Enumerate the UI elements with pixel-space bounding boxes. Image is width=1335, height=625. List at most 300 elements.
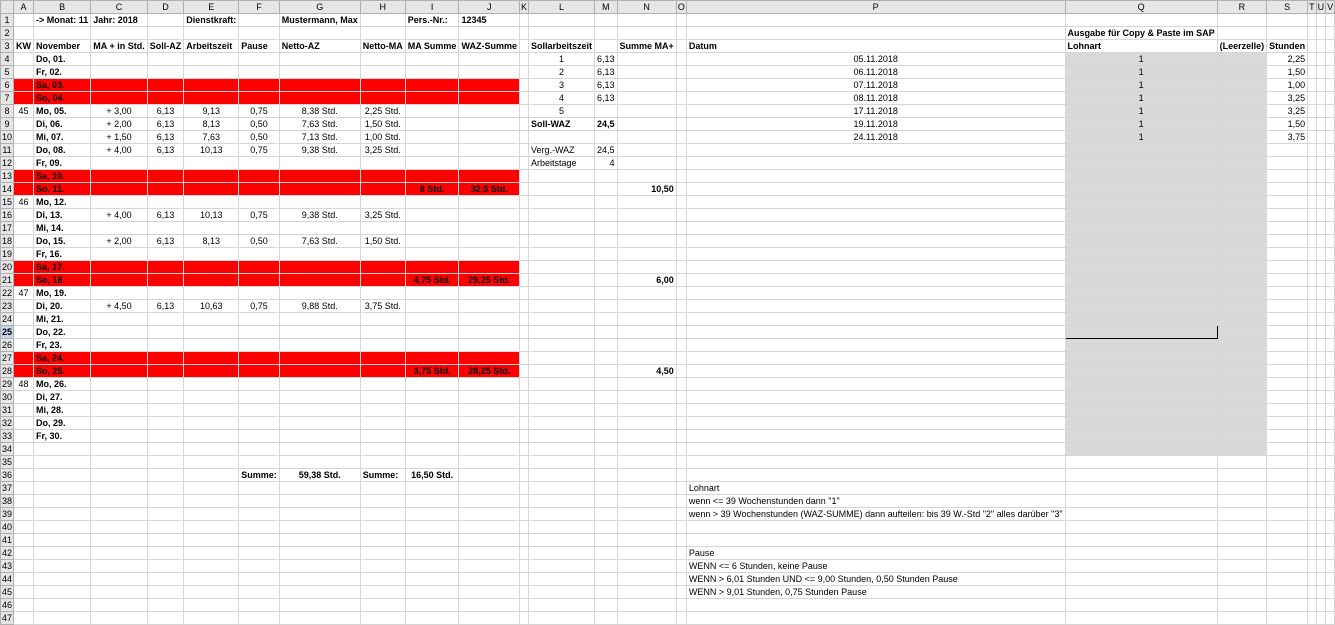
row-header-43[interactable]: 43 xyxy=(2,561,13,571)
cell-F12[interactable] xyxy=(239,157,280,170)
cell-Q11[interactable] xyxy=(1065,144,1217,157)
cell-R5[interactable] xyxy=(1217,66,1267,79)
cell-O6[interactable] xyxy=(676,79,686,92)
cell-A33[interactable] xyxy=(14,430,34,443)
cell-D1[interactable] xyxy=(147,14,184,27)
cell-V46[interactable] xyxy=(1326,599,1335,612)
cell-P29[interactable] xyxy=(686,378,1065,391)
cell-R2[interactable] xyxy=(1217,27,1267,40)
column-header-M[interactable]: M xyxy=(595,1,618,14)
cell-N14[interactable]: 10,50 xyxy=(617,183,676,196)
cell-J43[interactable] xyxy=(459,560,520,573)
cell-Q10[interactable]: 1 xyxy=(1065,131,1217,144)
cell-K21[interactable] xyxy=(519,274,528,287)
cell-I39[interactable] xyxy=(405,508,459,521)
cell-J20[interactable] xyxy=(459,261,520,274)
cell-V36[interactable] xyxy=(1326,469,1335,482)
row-header-7[interactable]: 7 xyxy=(1,92,14,105)
cell-I26[interactable] xyxy=(405,339,459,352)
cell-P18[interactable] xyxy=(686,235,1065,248)
row-header-5[interactable]: 5 xyxy=(1,66,14,79)
cell-P8[interactable]: 17.11.2018 xyxy=(686,105,1065,118)
cell-I2[interactable] xyxy=(405,27,459,40)
cell-L26[interactable] xyxy=(528,339,594,352)
cell-U46[interactable] xyxy=(1316,599,1326,612)
cell-N33[interactable] xyxy=(617,430,676,443)
cell-V44[interactable] xyxy=(1326,573,1335,586)
cell-U34[interactable] xyxy=(1316,443,1326,456)
cell-P14[interactable] xyxy=(686,183,1065,196)
cell-B31[interactable]: Mi, 28. xyxy=(34,404,91,417)
cell-R30[interactable] xyxy=(1217,391,1267,404)
cell-B22[interactable]: Mo, 19. xyxy=(34,287,91,300)
cell-A4[interactable] xyxy=(14,53,34,66)
cell-N22[interactable] xyxy=(617,287,676,300)
cell-O22[interactable] xyxy=(676,287,686,300)
cell-O26[interactable] xyxy=(676,339,686,352)
cell-K32[interactable] xyxy=(519,417,528,430)
column-header-L[interactable]: L xyxy=(528,1,594,14)
cell-S28[interactable] xyxy=(1267,365,1308,378)
cell-H41[interactable] xyxy=(360,534,405,547)
cell-H45[interactable] xyxy=(360,586,405,599)
column-header-N[interactable]: N xyxy=(617,1,676,14)
row-header-19[interactable]: 19 xyxy=(2,249,13,259)
cell-R21[interactable] xyxy=(1217,274,1267,287)
cell-D21[interactable] xyxy=(147,274,184,287)
cell-F39[interactable] xyxy=(239,508,280,521)
cell-C30[interactable] xyxy=(91,391,147,404)
cell-A35[interactable] xyxy=(14,456,34,469)
cell-C42[interactable] xyxy=(91,547,147,560)
cell-U42[interactable] xyxy=(1316,547,1326,560)
cell-B2[interactable] xyxy=(34,27,91,40)
cell-T19[interactable] xyxy=(1308,248,1317,261)
cell-K12[interactable] xyxy=(519,157,528,170)
cell-E13[interactable] xyxy=(184,170,239,183)
cell-V31[interactable] xyxy=(1326,404,1335,417)
cell-J33[interactable] xyxy=(459,430,520,443)
cell-I43[interactable] xyxy=(405,560,459,573)
row-header-3[interactable]: 3 xyxy=(1,40,14,53)
cell-M45[interactable] xyxy=(595,586,618,599)
cell-J27[interactable] xyxy=(459,352,520,365)
cell-V28[interactable] xyxy=(1326,365,1335,378)
cell-E9[interactable]: 8,13 xyxy=(184,118,239,131)
cell-K25[interactable] xyxy=(519,326,528,339)
cell-L17[interactable] xyxy=(528,222,594,235)
cell-H25[interactable] xyxy=(360,326,405,339)
cell-C3[interactable]: MA + in Std. xyxy=(91,40,147,53)
cell-F10[interactable]: 0,50 xyxy=(239,131,280,144)
cell-F31[interactable] xyxy=(239,404,280,417)
cell-S18[interactable] xyxy=(1267,235,1308,248)
cell-C19[interactable] xyxy=(91,248,147,261)
cell-T26[interactable] xyxy=(1308,339,1317,352)
cell-G29[interactable] xyxy=(279,378,360,391)
cell-Q12[interactable] xyxy=(1065,157,1217,170)
cell-H23[interactable]: 3,75 Std. xyxy=(360,300,405,313)
cell-D9[interactable]: 6,13 xyxy=(147,118,184,131)
cell-S45[interactable] xyxy=(1267,586,1308,599)
cell-H10[interactable]: 1,00 Std. xyxy=(360,131,405,144)
cell-Q31[interactable] xyxy=(1065,404,1217,417)
cell-S43[interactable] xyxy=(1267,560,1308,573)
cell-L39[interactable] xyxy=(528,508,594,521)
cell-D40[interactable] xyxy=(147,521,184,534)
cell-Q39[interactable] xyxy=(1065,508,1217,521)
cell-R45[interactable] xyxy=(1217,586,1267,599)
row-header-8[interactable]: 8 xyxy=(1,105,14,118)
cell-G34[interactable] xyxy=(279,443,360,456)
cell-D6[interactable] xyxy=(147,79,184,92)
cell-A2[interactable] xyxy=(14,27,34,40)
cell-A37[interactable] xyxy=(14,482,34,495)
cell-S5[interactable]: 1,50 xyxy=(1267,66,1308,79)
cell-A7[interactable] xyxy=(14,92,34,105)
cell-V26[interactable] xyxy=(1326,339,1335,352)
cell-V6[interactable] xyxy=(1326,79,1335,92)
cell-U40[interactable] xyxy=(1316,521,1326,534)
cell-E7[interactable] xyxy=(184,92,239,105)
cell-H6[interactable] xyxy=(360,79,405,92)
cell-V9[interactable] xyxy=(1326,118,1335,131)
cell-P19[interactable] xyxy=(686,248,1065,261)
cell-D15[interactable] xyxy=(147,196,184,209)
cell-L2[interactable] xyxy=(528,27,594,40)
cell-P23[interactable] xyxy=(686,300,1065,313)
cell-I46[interactable] xyxy=(405,599,459,612)
cell-R23[interactable] xyxy=(1217,300,1267,313)
cell-T14[interactable] xyxy=(1308,183,1317,196)
cell-J6[interactable] xyxy=(459,79,520,92)
cell-T36[interactable] xyxy=(1308,469,1317,482)
cell-P39[interactable]: wenn > 39 Wochenstunden (WAZ-SUMME) dann aufteilen: bis 39 W.-Std "2" alles darüber "3" xyxy=(686,508,1065,521)
cell-B33[interactable]: Fr, 30. xyxy=(34,430,91,443)
cell-H27[interactable] xyxy=(360,352,405,365)
row-header-35[interactable]: 35 xyxy=(2,457,13,467)
column-header-R[interactable]: R xyxy=(1217,1,1267,14)
cell-F18[interactable]: 0,50 xyxy=(239,235,280,248)
cell-O36[interactable] xyxy=(676,469,686,482)
cell-Q46[interactable] xyxy=(1065,599,1217,612)
cell-U30[interactable] xyxy=(1316,391,1326,404)
cell-I38[interactable] xyxy=(405,495,459,508)
cell-P9[interactable]: 19.11.2018 xyxy=(686,118,1065,131)
cell-J36[interactable] xyxy=(459,469,520,482)
cell-H42[interactable] xyxy=(360,547,405,560)
cell-S42[interactable] xyxy=(1267,547,1308,560)
cell-D31[interactable] xyxy=(147,404,184,417)
cell-V18[interactable] xyxy=(1326,235,1335,248)
cell-U28[interactable] xyxy=(1316,365,1326,378)
cell-O4[interactable] xyxy=(676,53,686,66)
cell-G35[interactable] xyxy=(279,456,360,469)
cell-B25[interactable]: Do, 22. xyxy=(34,326,91,339)
row-header-26[interactable]: 26 xyxy=(2,340,13,350)
cell-B20[interactable]: Sa, 17. xyxy=(34,261,91,274)
row-header-27[interactable]: 27 xyxy=(2,353,13,363)
cell-C13[interactable] xyxy=(91,170,147,183)
cell-R18[interactable] xyxy=(1217,235,1267,248)
cell-D43[interactable] xyxy=(147,560,184,573)
cell-P30[interactable] xyxy=(686,391,1065,404)
cell-Q37[interactable] xyxy=(1065,482,1217,495)
cell-G40[interactable] xyxy=(279,521,360,534)
cell-V45[interactable] xyxy=(1326,586,1335,599)
cell-P40[interactable] xyxy=(686,521,1065,534)
cell-A43[interactable] xyxy=(14,560,34,573)
cell-N8[interactable] xyxy=(617,105,676,118)
cell-S44[interactable] xyxy=(1267,573,1308,586)
cell-K5[interactable] xyxy=(519,66,528,79)
cell-S12[interactable] xyxy=(1267,157,1308,170)
cell-B46[interactable] xyxy=(34,599,91,612)
cell-A21[interactable] xyxy=(14,274,34,287)
cell-K8[interactable] xyxy=(519,105,528,118)
cell-I15[interactable] xyxy=(405,196,459,209)
cell-F36[interactable]: Summe: xyxy=(239,469,280,482)
cell-O17[interactable] xyxy=(676,222,686,235)
cell-T43[interactable] xyxy=(1308,560,1317,573)
cell-I11[interactable] xyxy=(405,144,459,157)
cell-P11[interactable] xyxy=(686,144,1065,157)
cell-T18[interactable] xyxy=(1308,235,1317,248)
cell-U36[interactable] xyxy=(1316,469,1326,482)
cell-T16[interactable] xyxy=(1308,209,1317,222)
cell-J28[interactable]: 28,25 Std. xyxy=(459,365,520,378)
cell-N26[interactable] xyxy=(617,339,676,352)
cell-D36[interactable] xyxy=(147,469,184,482)
cell-E19[interactable] xyxy=(184,248,239,261)
cell-P27[interactable] xyxy=(686,352,1065,365)
cell-R20[interactable] xyxy=(1217,261,1267,274)
cell-D37[interactable] xyxy=(147,482,184,495)
cell-U35[interactable] xyxy=(1316,456,1326,469)
cell-S25[interactable] xyxy=(1267,326,1308,339)
cell-B40[interactable] xyxy=(34,521,91,534)
cell-A3[interactable]: KW xyxy=(14,40,34,53)
cell-F15[interactable] xyxy=(239,196,280,209)
cell-E1[interactable]: Dienstkraft: xyxy=(184,14,239,27)
cell-O33[interactable] xyxy=(676,430,686,443)
cell-D13[interactable] xyxy=(147,170,184,183)
cell-Q47[interactable] xyxy=(1065,612,1217,625)
cell-R15[interactable] xyxy=(1217,196,1267,209)
cell-B24[interactable]: Mi, 21. xyxy=(34,313,91,326)
cell-B47[interactable] xyxy=(34,612,91,625)
cell-J32[interactable] xyxy=(459,417,520,430)
cell-P36[interactable] xyxy=(686,469,1065,482)
cell-G13[interactable] xyxy=(279,170,360,183)
cell-T10[interactable] xyxy=(1308,131,1317,144)
column-header-F[interactable]: F xyxy=(239,1,280,14)
cell-Q23[interactable] xyxy=(1065,300,1217,313)
cell-D32[interactable] xyxy=(147,417,184,430)
cell-B10[interactable]: Mi, 07. xyxy=(34,131,91,144)
cell-A45[interactable] xyxy=(14,586,34,599)
cell-K26[interactable] xyxy=(519,339,528,352)
cell-M13[interactable] xyxy=(595,170,618,183)
cell-O20[interactable] xyxy=(676,261,686,274)
cell-O14[interactable] xyxy=(676,183,686,196)
cell-F3[interactable]: Pause xyxy=(239,40,280,53)
cell-F33[interactable] xyxy=(239,430,280,443)
row-header-33[interactable]: 33 xyxy=(2,431,13,441)
cell-H38[interactable] xyxy=(360,495,405,508)
cell-A22[interactable]: 47 xyxy=(14,287,34,300)
column-header-A[interactable]: A xyxy=(14,1,34,14)
cell-M20[interactable] xyxy=(595,261,618,274)
cell-C18[interactable]: + 2,00 xyxy=(91,235,147,248)
cell-U8[interactable] xyxy=(1316,105,1326,118)
cell-C8[interactable]: + 3,00 xyxy=(91,105,147,118)
cell-U18[interactable] xyxy=(1316,235,1326,248)
column-header-C[interactable]: C xyxy=(91,1,147,14)
cell-F20[interactable] xyxy=(239,261,280,274)
cell-E46[interactable] xyxy=(184,599,239,612)
cell-U26[interactable] xyxy=(1316,339,1326,352)
cell-A1[interactable] xyxy=(14,14,34,27)
cell-T3[interactable] xyxy=(1308,40,1317,53)
cell-O11[interactable] xyxy=(676,144,686,157)
cell-U24[interactable] xyxy=(1316,313,1326,326)
cell-T41[interactable] xyxy=(1308,534,1317,547)
cell-S35[interactable] xyxy=(1267,456,1308,469)
cell-P32[interactable] xyxy=(686,417,1065,430)
cell-G12[interactable] xyxy=(279,157,360,170)
cell-N19[interactable] xyxy=(617,248,676,261)
row-header-45[interactable]: 45 xyxy=(2,587,13,597)
cell-H31[interactable] xyxy=(360,404,405,417)
cell-G43[interactable] xyxy=(279,560,360,573)
cell-B29[interactable]: Mo, 26. xyxy=(34,378,91,391)
cell-V11[interactable] xyxy=(1326,144,1335,157)
cell-T20[interactable] xyxy=(1308,261,1317,274)
cell-C17[interactable] xyxy=(91,222,147,235)
cell-H28[interactable] xyxy=(360,365,405,378)
cell-U7[interactable] xyxy=(1316,92,1326,105)
cell-M43[interactable] xyxy=(595,560,618,573)
cell-F43[interactable] xyxy=(239,560,280,573)
cell-A19[interactable] xyxy=(14,248,34,261)
cell-L8[interactable]: 5 xyxy=(528,105,594,118)
cell-L18[interactable] xyxy=(528,235,594,248)
cell-C35[interactable] xyxy=(91,456,147,469)
cell-N6[interactable] xyxy=(617,79,676,92)
cell-J19[interactable] xyxy=(459,248,520,261)
cell-K47[interactable] xyxy=(519,612,528,625)
cell-A32[interactable] xyxy=(14,417,34,430)
cell-A15[interactable]: 46 xyxy=(14,196,34,209)
cell-T23[interactable] xyxy=(1308,300,1317,313)
cell-C14[interactable] xyxy=(91,183,147,196)
cell-M3[interactable] xyxy=(595,40,618,53)
cell-E42[interactable] xyxy=(184,547,239,560)
cell-K10[interactable] xyxy=(519,131,528,144)
cell-M9[interactable]: 24,5 xyxy=(595,118,618,131)
cell-V16[interactable] xyxy=(1326,209,1335,222)
cell-J45[interactable] xyxy=(459,586,520,599)
cell-G8[interactable]: 8,38 Std. xyxy=(279,105,360,118)
cell-R4[interactable] xyxy=(1217,53,1267,66)
cell-A12[interactable] xyxy=(14,157,34,170)
cell-C7[interactable] xyxy=(91,92,147,105)
cell-F11[interactable]: 0,75 xyxy=(239,144,280,157)
cell-R39[interactable] xyxy=(1217,508,1267,521)
cell-D46[interactable] xyxy=(147,599,184,612)
cell-B26[interactable]: Fr, 23. xyxy=(34,339,91,352)
cell-C25[interactable] xyxy=(91,326,147,339)
cell-N35[interactable] xyxy=(617,456,676,469)
cell-S41[interactable] xyxy=(1267,534,1308,547)
cell-V3[interactable] xyxy=(1326,40,1335,53)
cell-G28[interactable] xyxy=(279,365,360,378)
cell-S1[interactable] xyxy=(1267,14,1308,27)
cell-F29[interactable] xyxy=(239,378,280,391)
cell-Q33[interactable] xyxy=(1065,430,1217,443)
cell-K6[interactable] xyxy=(519,79,528,92)
cell-L45[interactable] xyxy=(528,586,594,599)
cell-C21[interactable] xyxy=(91,274,147,287)
cell-H4[interactable] xyxy=(360,53,405,66)
cell-L41[interactable] xyxy=(528,534,594,547)
cell-F8[interactable]: 0,75 xyxy=(239,105,280,118)
cell-F35[interactable] xyxy=(239,456,280,469)
cell-J37[interactable] xyxy=(459,482,520,495)
cell-U2[interactable] xyxy=(1316,27,1326,40)
cell-U20[interactable] xyxy=(1316,261,1326,274)
cell-N10[interactable] xyxy=(617,131,676,144)
cell-C4[interactable] xyxy=(91,53,147,66)
cell-B38[interactable] xyxy=(34,495,91,508)
cell-K31[interactable] xyxy=(519,404,528,417)
cell-M33[interactable] xyxy=(595,430,618,443)
cell-J16[interactable] xyxy=(459,209,520,222)
cell-B36[interactable] xyxy=(34,469,91,482)
cell-M26[interactable] xyxy=(595,339,618,352)
cell-U43[interactable] xyxy=(1316,560,1326,573)
cell-K15[interactable] xyxy=(519,196,528,209)
cell-B32[interactable]: Do, 29. xyxy=(34,417,91,430)
cell-M39[interactable] xyxy=(595,508,618,521)
cell-N43[interactable] xyxy=(617,560,676,573)
cell-R40[interactable] xyxy=(1217,521,1267,534)
cell-T2[interactable] xyxy=(1308,27,1317,40)
column-header-K[interactable]: K xyxy=(520,2,527,12)
cell-P3[interactable]: Datum xyxy=(686,40,1065,53)
cell-G32[interactable] xyxy=(279,417,360,430)
cell-J31[interactable] xyxy=(459,404,520,417)
column-header-S[interactable]: S xyxy=(1267,1,1308,14)
cell-E15[interactable] xyxy=(184,196,239,209)
cell-L42[interactable] xyxy=(528,547,594,560)
cell-Q43[interactable] xyxy=(1065,560,1217,573)
cell-L21[interactable] xyxy=(528,274,594,287)
cell-T29[interactable] xyxy=(1308,378,1317,391)
cell-I30[interactable] xyxy=(405,391,459,404)
cell-R7[interactable] xyxy=(1217,92,1267,105)
cell-Q2[interactable]: Ausgabe für Copy & Paste im SAP xyxy=(1065,27,1217,40)
column-header-D[interactable]: D xyxy=(147,1,184,14)
cell-G23[interactable]: 9,88 Std. xyxy=(279,300,360,313)
row-header-20[interactable]: 20 xyxy=(2,262,13,272)
cell-O15[interactable] xyxy=(676,196,686,209)
cell-S8[interactable]: 3,25 xyxy=(1267,105,1308,118)
cell-M34[interactable] xyxy=(595,443,618,456)
cell-G46[interactable] xyxy=(279,599,360,612)
cell-R28[interactable] xyxy=(1217,365,1267,378)
